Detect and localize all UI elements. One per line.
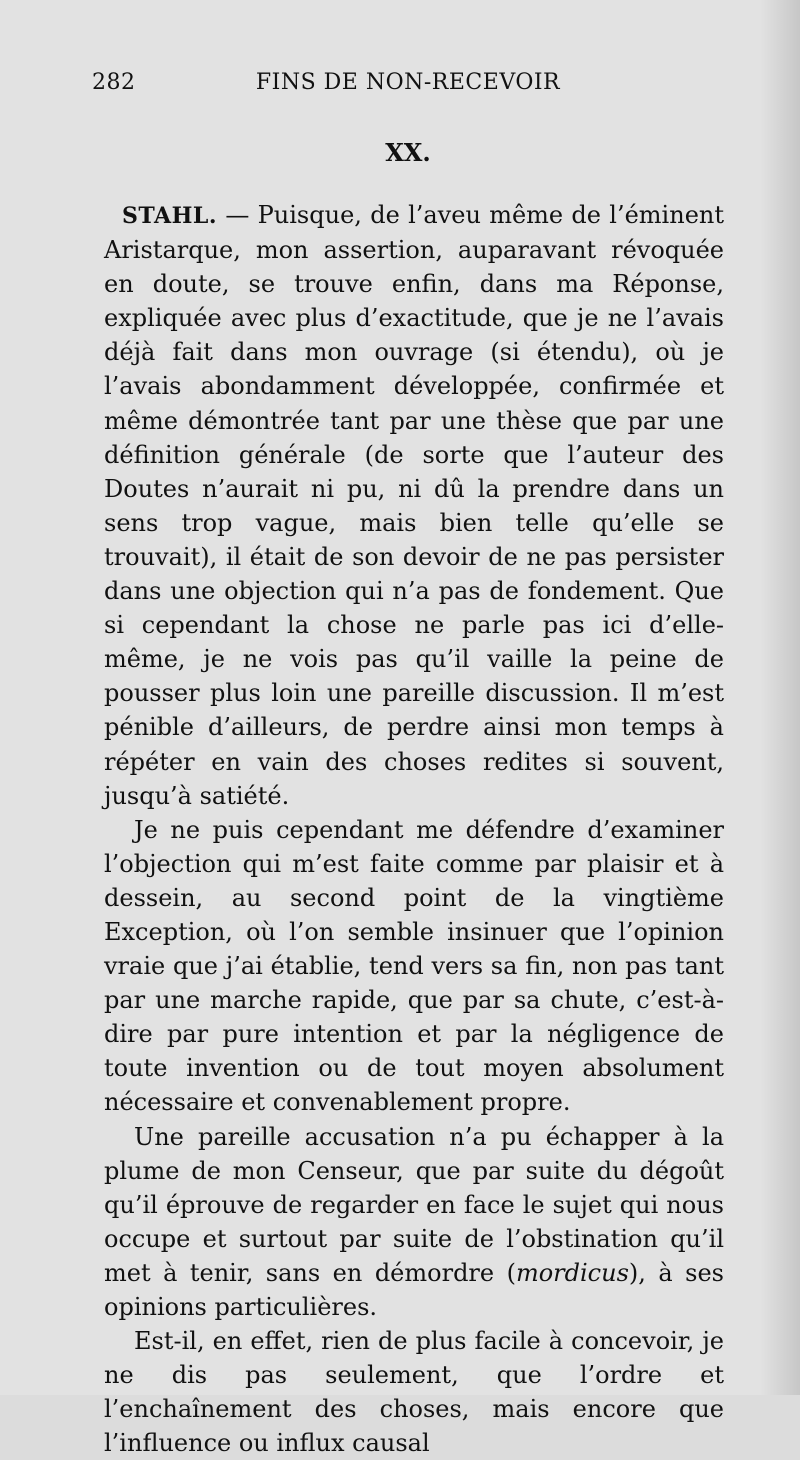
section-heading: XX.	[385, 138, 431, 167]
paragraph-3-text-after: ), à ses opinions particulières.	[104, 1258, 724, 1321]
speaker-name: STAHL.	[122, 203, 218, 229]
paragraph-4: Est-il, en effet, rien de plus facile à concevoir, je ne dis pas seulement, que l’ordre et l’enchaînement des choses, mais encore que l’influence ou influx causal	[104, 1327, 724, 1458]
paragraph-2: Je ne puis cependant me défendre d’examiner l’objection qui m’est faite comme par plaisir et à dessein, au second point de la vingtième Exception, où l’on semble insinuer que l’opinion vraie que j’ai établie, tend vers sa fin, non pas tant par une marche rapide, que par sa chute, c’est-à-dire par pure intention et par la négligence de toute invention ou de tout moyen absolument nécessaire et convenablement propre.	[104, 815, 724, 1117]
paragraph-3	[104, 1120, 724, 1325]
italic-term: mordicus	[515, 1258, 629, 1287]
paragraph-1-text: — Puisque, de l’aveu même de l’éminent Aristarque, mon assertion, auparavant révoquée en doute, se trouve enfin, dans ma Réponse, expliquée avec plus d’exactitude, que je ne l’avais déjà fait dans mon ouvrage (si étendu), où je l’avais abondamment développée, confirmée et même démontrée tant par une thèse que par une définition générale (de sorte que l’auteur des Doutes n’aurait ni pu, ni dû la prendre dans un sens trop vague, mais bien telle qu’elle se trouvait), il était de son devoir de ne pas persister dans une objection qui n’a pas de fondement. Que si cependant la chose ne parle pas ici d’elle-même, je ne vois pas qu’il vaille la peine de pousser plus loin une pareille discussion. Il m’est pénible d’ailleurs, de perdre ainsi mon temps à répéter en vain des choses redites si souvent, jusqu’à satiété.	[104, 201, 724, 810]
running-header	[92, 70, 724, 106]
running-title: FINS DE NON-RECEVOIR	[255, 70, 561, 95]
page-number: 282	[92, 70, 136, 95]
paragraph-1	[104, 198, 724, 813]
paragraph-3-text-before: Une pareille accusation n’a pu échapper à la plume de mon Censeur, que par suite du dégoût qu’il éprouve de regarder en face le sujet qui nous occupe et surtout par suite de l’obstination qu’il met à tenir, sans en démordre (	[104, 1122, 724, 1287]
body-text	[104, 198, 724, 1460]
